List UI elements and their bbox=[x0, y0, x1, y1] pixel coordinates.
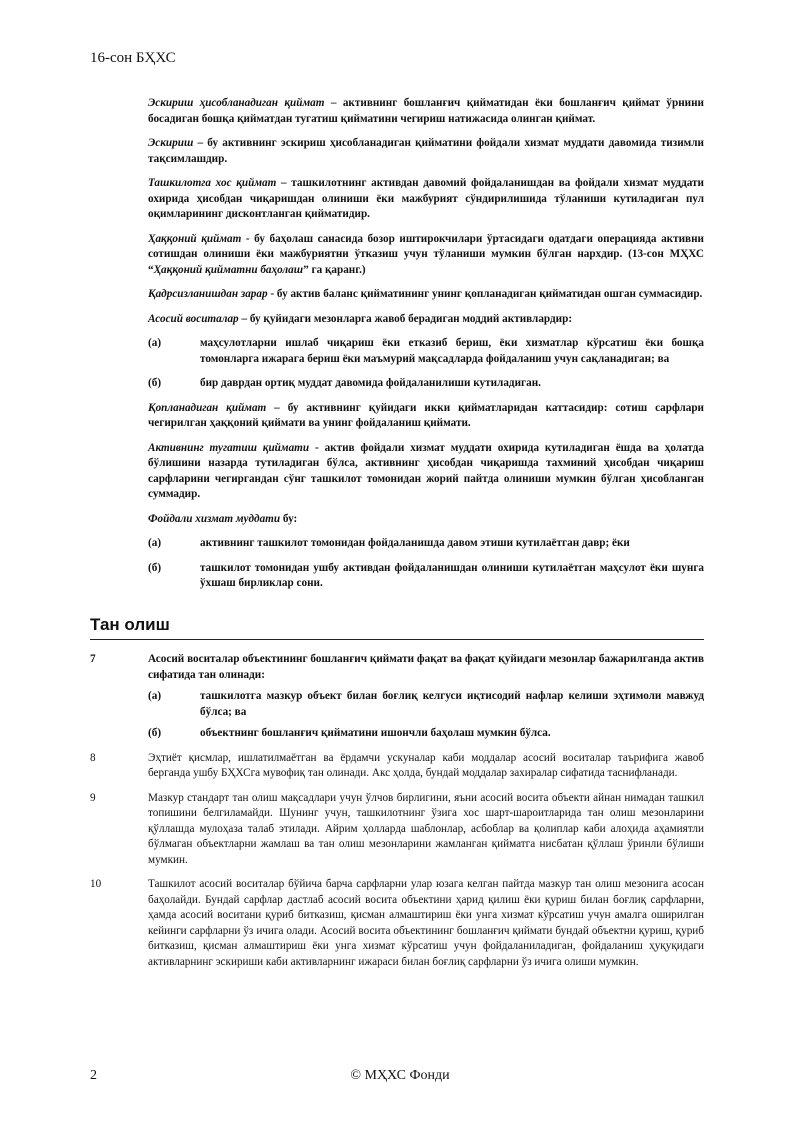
definition bbox=[148, 441, 704, 503]
definition bbox=[148, 401, 704, 432]
definition-text: – бу активнинг эскириш ҳисобланадиган қийматини фойдали хизмат муддати давомида тизимли тақсимлашдир. bbox=[148, 137, 704, 165]
definition bbox=[148, 512, 704, 528]
paragraph-number: 8 bbox=[90, 751, 96, 764]
paragraphs-block bbox=[90, 652, 704, 979]
definition bbox=[148, 96, 704, 127]
definition-term: Қопланадиган қиймат bbox=[148, 401, 267, 414]
definition-text: - бу баҳолаш санасида бозор иштирокчилари ўртасидаги одатдаги операцияда активни сотишдан олиниши ёки мажбуриятни ўтказиш учун тўланиши мумкин бўлган нархдир. (13-сон МҲХС “ bbox=[148, 232, 704, 276]
definition-term: Ҳаққоний қиймат bbox=[148, 232, 242, 245]
list-item bbox=[148, 726, 704, 742]
paragraph bbox=[90, 877, 704, 970]
definition bbox=[148, 136, 704, 167]
definition-term: Активнинг тугатиш қиймати bbox=[148, 441, 310, 454]
footer-copyright: © МҲХС Фонди bbox=[350, 1068, 450, 1083]
definition-text: – бу қуйидаги мезонларга жавоб берадиган моддий активлардир: bbox=[238, 312, 573, 325]
list-marker: (б) bbox=[148, 377, 162, 389]
definition bbox=[148, 176, 704, 223]
paragraph-text: Эҳтиёт қисмлар, ишлатилмаётган ва ёрдамчи ускуналар каби моддалар асосий воситалар таърифига жавоб берганда ушбу БҲХСга мувофиқ тан олинади. Акс ҳолда, бундай моддалар захиралар сифатида таснифланади. bbox=[148, 751, 704, 779]
definition-text: бу: bbox=[280, 512, 298, 525]
definition-text: - актив фойдали хизмат муддати охирида кутиладиган ёшда ва ҳолатда бўлишини назарда тутиладиган бўлса, активнинг ҳисобдан чиқаришда тахминий ҳисобдан чиқариш сарфларини чегиргандан сўнг ташкилот томонидан жорий пайтда олиниши мумкин бўлган ҳисобланган суммадир. bbox=[148, 441, 704, 500]
section-heading-block bbox=[90, 615, 704, 640]
definition-term: Қадрсизланишдан зарар bbox=[148, 288, 268, 300]
page-number: 2 bbox=[90, 1068, 97, 1083]
section-title: Тан олиш bbox=[90, 615, 704, 640]
list-text: бир даврдан ортиқ муддат давомида фойдаланилиши кутиладиган. bbox=[200, 377, 541, 389]
list-text: активнинг ташкилот томонидан фойдаланишда давом этиши кутилаётган давр; ёки bbox=[200, 537, 630, 549]
definition-tail: ” га қаранг.) bbox=[303, 263, 366, 276]
definition-term: Эскириш ҳисобланадиган қиймат bbox=[148, 97, 325, 109]
definition-term: Фойдали хизмат муддати bbox=[148, 512, 281, 525]
list-marker: (б) bbox=[148, 727, 162, 739]
list-marker: (а) bbox=[148, 337, 162, 349]
paragraph bbox=[90, 791, 704, 869]
list-item bbox=[148, 336, 704, 367]
definition-text: – ташкилотнинг активдан давомий фойдаланишдан ва фойдали хизмат муддати охирида ҳисобдан чиқаришдан олиниши ёки мажбурият сўндирилишида тўланиши кутиладиган пул оқимларининг дисконтланган қийматидир. bbox=[148, 177, 704, 220]
definition bbox=[148, 232, 704, 279]
definition-text: – активнинг бошланғич қийматидан ёки бошланғич қиймат ўрнини босадиган бошқа қийматдан тугатиш қийматини чегириш натижасида олинган қиймат. bbox=[148, 97, 704, 125]
running-header: 16-сон БҲХС bbox=[90, 50, 176, 66]
definition-term: Эскириш bbox=[148, 137, 194, 149]
list-marker: (б) bbox=[148, 561, 162, 574]
list-item bbox=[148, 689, 704, 720]
list-marker: (а) bbox=[148, 537, 162, 549]
paragraph-number: 10 bbox=[90, 878, 102, 890]
definition bbox=[148, 287, 704, 303]
list-item bbox=[148, 376, 704, 392]
paragraph-text: Асосий воситалар объектининг бошланғич қиймати фақат ва фақат қуйидаги мезонлар бажарилганда актив сифатида тан олинади: bbox=[148, 653, 704, 681]
list-text: ташкилот томонидан ушбу активдан фойдаланишдан олиниши кутилаётган маҳсулот ёки шунга ўхшаш бирликлар сони. bbox=[200, 561, 704, 589]
paragraph bbox=[90, 652, 704, 742]
definition-text: – бу активнинг қуйидаги икки қийматларидан каттасидир: сотиш сарфлари чегирилган ҳаққоний қиймати ва унинг фойдаланиш қиймати. bbox=[148, 401, 704, 429]
paragraph-number: 7 bbox=[90, 653, 96, 665]
definition-text: - бу актив баланс қийматининг унинг қопланадиган қийматидан ошган суммасидир. bbox=[267, 288, 703, 300]
definition-term: Ташкилотга хос қиймат bbox=[148, 177, 277, 189]
paragraph-number: 9 bbox=[90, 791, 96, 804]
definition bbox=[148, 312, 704, 328]
list-text: маҳсулотларни ишлаб чиқариш ёки етказиб бериш, ёки хизматлар кўрсатиш ёки бошқа томонларга ижарага бериш ёки маъмурий мақсадларда фойдаланиш учун сақланадиган; ва bbox=[200, 337, 704, 365]
paragraph-text: Ташкилот асосий воситалар бўйича барча сарфларни улар юзага келган пайтда мазкур тан олиш мезонига асосан баҳолайди. Бундай сарфлар дастлаб асосий восита объектини ҳарид қилиш ёки қуриш билан боғлиқ сарфларни, ҳамда асосий воситани қуриб битказиш, қисман алмаштириш ёки унга хизмат кўрсатиш учун амалга оширилган кейинги сарфларни ўз ичига олади. Асосий восита объектининг бошланғич қиймати бундай объектни қуриш, қуриб битказиш, қисман алмаштириш ёки унга хизмат кўрсатиш учун фойдаланиладиган, фойдаланиш ҳуқуқидаги активларнинг эскириши каби активларнинг ижараси билан боғлиқ сарфларни ўз ичига олиши мумкин. bbox=[148, 878, 704, 968]
list-marker: (а) bbox=[148, 690, 162, 702]
paragraph-body bbox=[148, 652, 704, 742]
list-item bbox=[148, 536, 704, 552]
paragraph bbox=[90, 751, 704, 782]
list-text: ташкилотга мазкур объект билан боғлиқ келгуси иқтисодий нафлар келиши эҳтимоли мавжуд бўлса; ва bbox=[200, 690, 704, 718]
paragraph-text: Мазкур стандарт тан олиш мақсадлари учун ўлчов бирлигини, яъни асосий восита объекти айнан нимадан ташкил топишини белгиламайди. Шунинг учун, ташкилотнинг ўзига хос шарт-шароитларида тан олиш мезонларини қўллашда мулоҳаза талаб этилади. Айрим ҳолларда шаблонлар, асбоблар ва қолиплар каби алоҳида аҳамиятли бўлмаган объектларни жамлаш ва тан олиш мезонларини жамланган қийматга нисбатан қўллаш ўринли бўлиши мумкин. bbox=[148, 791, 704, 866]
definitions-block bbox=[148, 96, 704, 601]
definition-term: Асосий воситалар bbox=[148, 312, 239, 325]
list-text: объектнинг бошланғич қийматини ишончли баҳолаш мумкин бўлса. bbox=[200, 727, 551, 739]
list-item bbox=[148, 561, 704, 592]
standard-reference: Ҳаққоний қийматни баҳолаш bbox=[153, 263, 304, 276]
